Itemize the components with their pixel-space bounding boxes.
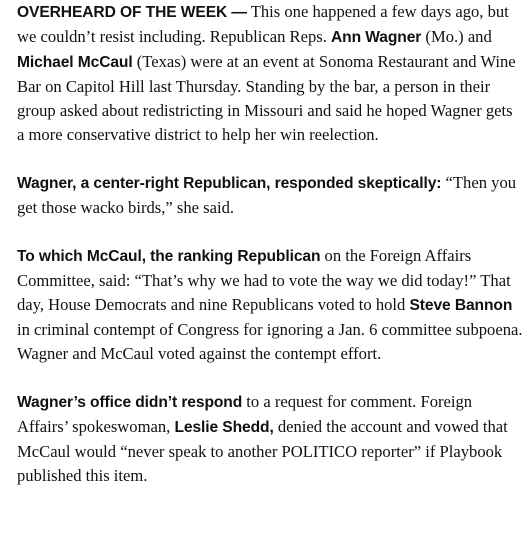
lead-in-mccaul-response: To which McCaul, the ranking Republican [17,248,321,265]
name-steve-bannon: Steve Bannon [409,297,513,314]
paragraph-overheard [17,0,523,147]
text-segment: to a request for comment. Foreign Affairs’ spokeswoman, [17,392,473,436]
article-body [17,0,523,512]
text-segment: “Then you get those wacko birds,” she said. [17,173,517,217]
name-michael-mccaul: Michael McCaul [17,54,133,71]
text-segment: (Texas) were at an event at Sonoma Restaurant and Wine Bar on Capitol Hill last Thursday. Standing by the bar, a person in their group asked about redistricting in Missouri and said he hoped Wagner gets a more conservative district to help her win reelection. [17,52,516,144]
text-segment: (Mo.) and [421,27,492,46]
text-segment: This one happened a few days ago, but we couldn’t resist including. Republican Reps. [17,2,509,46]
text-segment: on the Foreign Affairs Committee, said: “That’s why we had to vote the way we did today!” That day, House Democrats and nine Republicans voted to hold [17,246,511,314]
section-heading-overheard: OVERHEARD OF THE WEEK — [17,4,247,21]
lead-in-office-response: Wagner’s office didn’t respond [17,394,243,411]
text-segment: denied the account and vowed that McCaul would “never speak to another POLITICO reporter” if Playbook published this item. [17,417,508,485]
lead-in-wagner-response: Wagner, a center-right Republican, responded skeptically: [17,175,442,192]
name-ann-wagner: Ann Wagner [331,29,422,46]
name-leslie-shedd: Leslie Shedd, [174,419,274,436]
paragraph-mccaul-response [17,244,523,366]
paragraph-wagner-response [17,171,523,220]
paragraph-office-response [17,390,523,488]
text-segment: in criminal contempt of Congress for ignoring a Jan. 6 committee subpoena. Wagner and McCaul voted against the contempt effort. [17,320,523,363]
